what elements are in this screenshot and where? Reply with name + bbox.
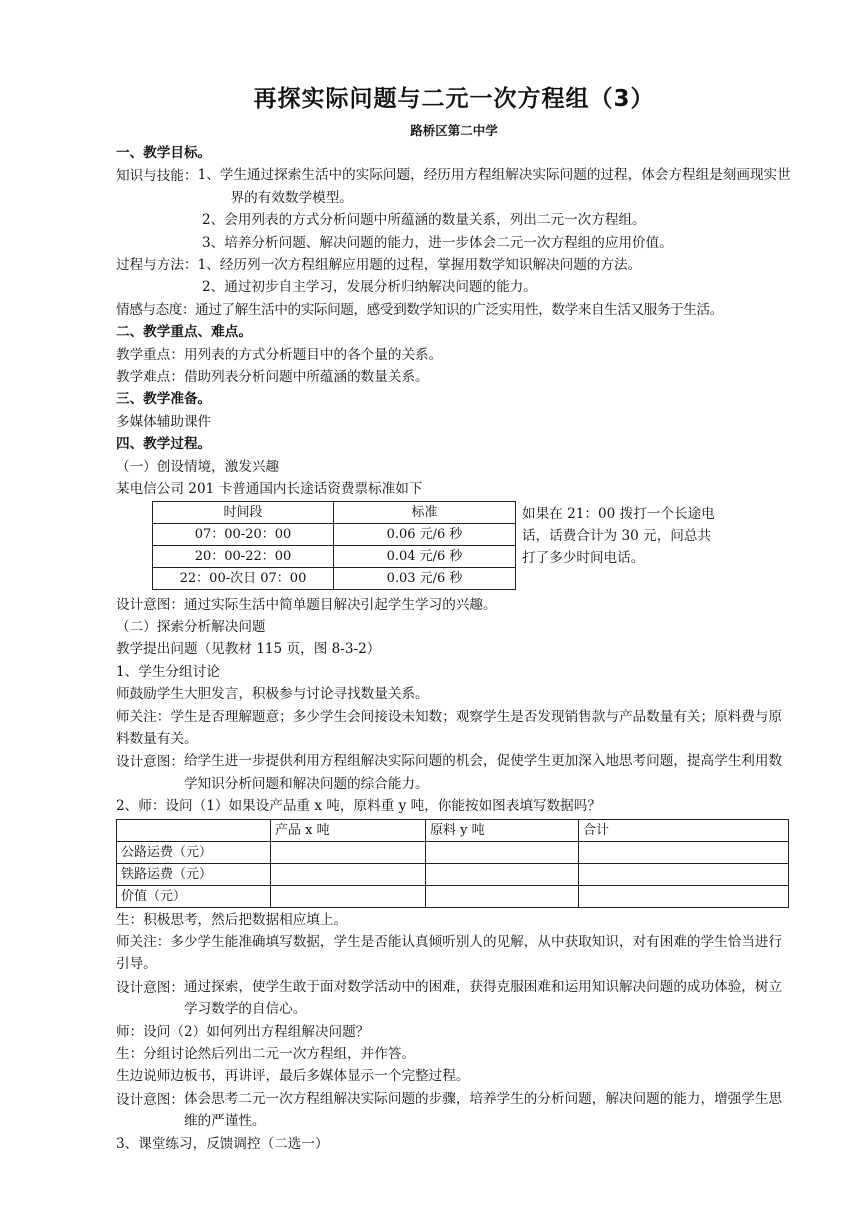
key-difficulty: 教学难点：借助列表分析问题中所蕴涵的数量关系。 [116,369,429,386]
goal-label: 过程与方法： [116,257,198,274]
table-cell [426,863,579,885]
page-title: 再探实际问题与二元一次方程组（3） [253,86,655,112]
design-text: 体会思考二元一次方程组解决实际问题的步骤，培养学生的分析问题，解决问题的能力，增强学生思维的严谨性。 [183,1090,783,1130]
paragraph: 生边说师边板书，再讲评，最后多媒体显示一个完整过程。 [116,1068,470,1085]
paragraph: 生：分组讨论然后列出二元一次方程组，并作答。 [116,1046,416,1062]
table-cell [271,863,426,885]
table-header-cell [117,819,271,841]
key-focus: 教学重点：用列表的方式分析题目中的各个量的关系。 [116,346,443,363]
table-row [153,567,516,589]
table-cell [579,841,789,863]
table-header-row [117,819,789,841]
section-heading: 二、教学重点、难点。 [116,324,252,341]
table-row [117,885,789,907]
section-heading: 一、教学目标。 [116,145,212,161]
paragraph: 师：设问（2）如何列出方程组解决问题？ [116,1023,370,1040]
table-cell [579,885,789,907]
design-label: 设计意图： [116,1091,184,1108]
paragraph: 生：积极思考，然后把数据相应填上。 [116,911,348,928]
table-header-cell: 原料 y 吨 [426,819,579,841]
table-row [153,523,516,545]
table-cell: 公路运费（元） [117,841,271,863]
table-header-cell: 时间段 [153,501,334,523]
side-question: 如果在 21：00 拨打一个长途电话，话费合计为 30 元，问总共打了多少时间电话。 [522,505,715,567]
table-header-cell: 标准 [334,501,516,523]
table-cell: 20：00-22：00 [153,545,334,567]
goal-item: 1、经历列一次方程组解应用题的过程，掌握用数学知识解决问题的方法。 [197,257,642,274]
table-cell [271,885,426,907]
process-goals [116,254,792,276]
design-intent [116,976,792,1021]
section-heading: 三、教学准备。 [116,391,212,408]
rate-table [152,501,516,590]
table-header-row [153,501,516,523]
section-heading: 四、教学过程。 [116,436,212,453]
table-row [117,863,789,885]
table-cell: 价值（元） [117,885,271,907]
design-text: 给学生进一步提供利用方程组解决实际问题的机会，促使学生更加深入地思考问题，提高学生利用数学知识分析问题和解决问题的综合能力。 [183,753,783,792]
fill-table [116,819,789,908]
table-cell [271,841,426,863]
step-heading: 2、师：设问（1）如果设产品重 x 吨，原料重 y 吨，你能按如图表填写数据吗？ [116,798,601,815]
paragraph: 某电信公司 201 卡普通国内长途话资费票标准如下 [116,481,423,498]
prep-text: 多媒体辅助课件 [116,413,212,430]
step-heading: 1、学生分组讨论 [116,663,220,680]
design-label: 设计意图： [116,754,184,771]
document-page [116,84,792,1155]
emotion-goal: 情感与态度：通过了解生活中的实际问题，感受到数学知识的广泛实用性，数学来自生活又服务于生活。 [116,301,723,318]
table-cell: 0.06 元/6 秒 [334,523,516,545]
step-heading: 3、课堂练习，反馈调控（二选一） [116,1135,329,1152]
subsection-heading: （一）创设情境，激发兴趣 [116,458,280,475]
goal-item: 3、培养分析问题、解决问题的能力，进一步体会二元一次方程组的应用价值。 [202,234,673,251]
school-name: 路桥区第二中学 [410,123,498,138]
subsection-heading: （二）探索分析解决问题 [116,618,266,635]
design-intent: 设计意图：通过实际生活中简单题目解决引起学生学习的兴趣。 [116,596,497,613]
table-header-cell: 合计 [579,819,789,841]
table-row [153,545,516,567]
paragraph: 教学提出问题（见教材 115 页，图 8-3-2） [116,641,381,658]
goal-item: 2、会用列表的方式分析问题中所蕴涵的数量关系，列出二元一次方程组。 [202,212,646,229]
knowledge-goals [116,164,792,209]
design-intent [116,750,792,795]
design-intent [116,1088,792,1133]
table-header-cell: 产品 x 吨 [271,819,426,841]
table-cell [426,885,579,907]
table-row [117,841,789,863]
table-cell: 铁路运费（元） [117,863,271,885]
design-label: 设计意图： [116,979,184,996]
table-cell: 22：00-次日 07：00 [153,567,334,589]
goal-item: 1、学生通过探索生活中的实际问题，经历用方程组解决实际问题的过程，体会方程组是刻画现实世界的有效数学模型。 [197,167,791,206]
paragraph: 师鼓励学生大胆发言，积极参与讨论寻找数量关系。 [116,686,429,703]
paragraph: 师关注：多少学生能准确填写数据，学生是否能认真倾听别人的见解，从中获取知识，对有困难的学生恰当进行引导。 [116,933,783,973]
table-cell [426,841,579,863]
table-cell [579,863,789,885]
rate-table-area [116,501,792,594]
design-text: 通过探索，使学生敢于面对数学活动中的困难，获得克服困难和运用知识解决问题的成功体验，树立学习数学的自信心。 [183,978,783,1018]
goal-label: 知识与技能： [116,168,198,185]
goal-item: 2、通过初步自主学习，发展分析归纳解决问题的能力。 [202,279,537,296]
table-cell: 07：00-20：00 [153,523,334,545]
table-cell: 0.03 元/6 秒 [334,567,516,589]
table-cell: 0.04 元/6 秒 [334,545,516,567]
paragraph: 师关注：学生是否理解题意；多少学生会间接设未知数；观察学生是否发现销售款与产品数量有关；原料费与原料数量有关。 [116,708,783,747]
